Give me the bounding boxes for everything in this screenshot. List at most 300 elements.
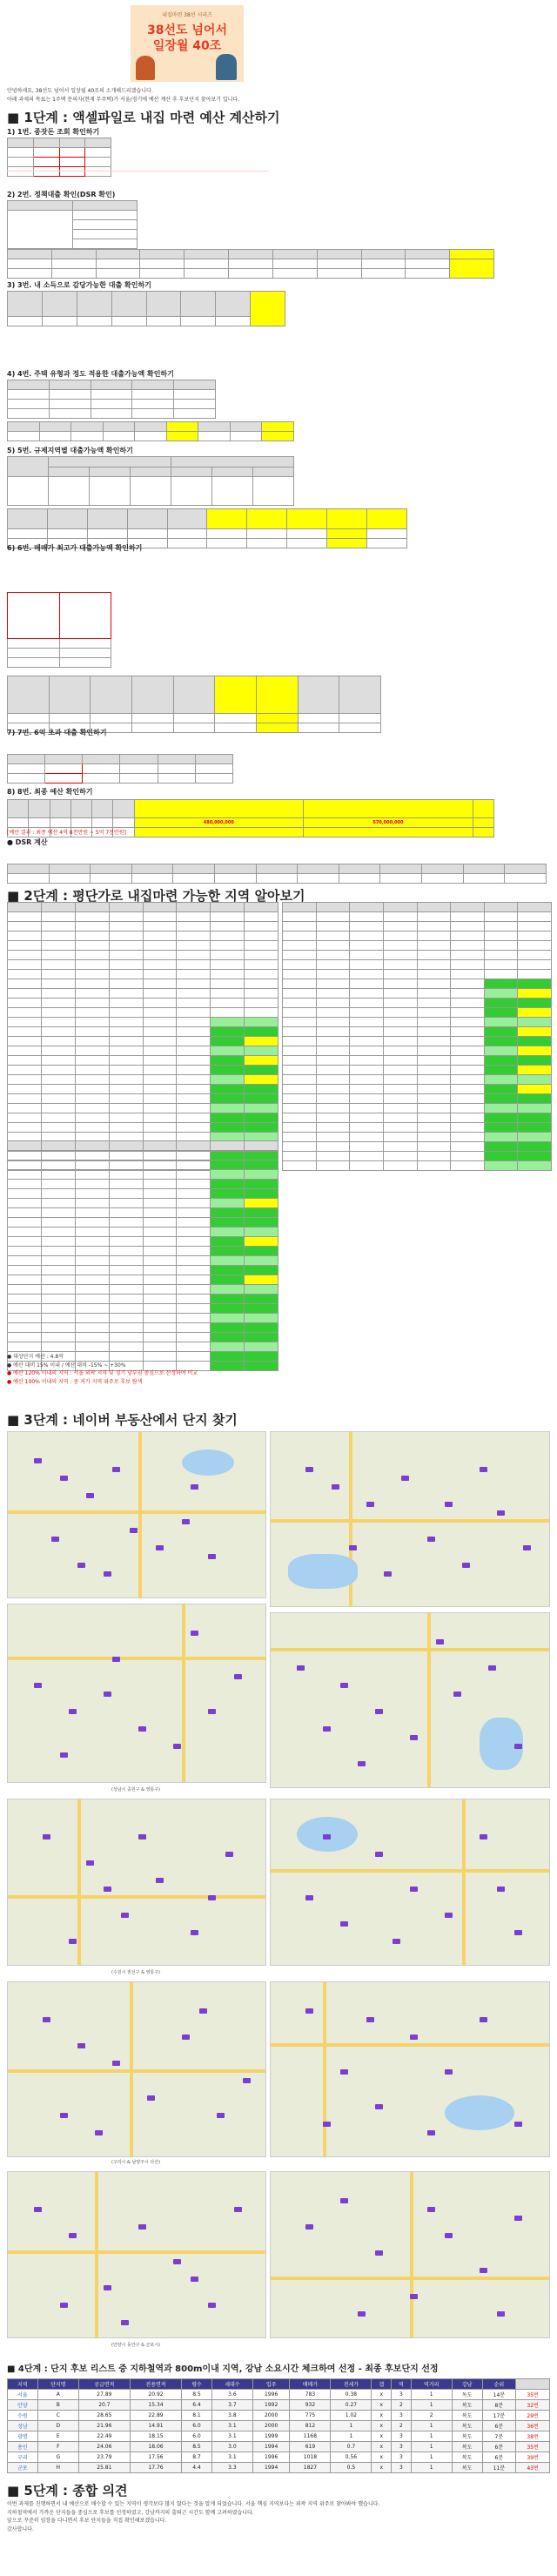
table-cell [75,1066,109,1075]
table-cell [109,1046,143,1056]
map-pin-icon[interactable] [358,2311,366,2317]
table-cell [350,1113,384,1123]
map-pin-icon[interactable] [340,1921,348,1927]
map-5[interactable] [7,1799,266,1966]
candidate-header-cell: 입주 [252,2379,290,2390]
table-cell [109,903,143,912]
map-pin-icon[interactable] [323,2122,331,2127]
table-cell [383,951,417,960]
candidate-cell: A [37,2390,78,2400]
table-cell [316,1008,350,1018]
map-pin-icon[interactable] [323,1726,331,1732]
table-cell [484,941,518,951]
table-cell [143,912,177,922]
map-pin-icon[interactable] [514,2122,522,2127]
map-pin-icon[interactable] [340,2069,348,2075]
table-cell [177,1037,211,1046]
map-pin-icon[interactable] [121,2320,129,2325]
map-pin-icon[interactable] [410,2035,418,2040]
table-cell [211,941,245,951]
map-pin-icon[interactable] [104,2285,111,2290]
table-cell [8,1027,42,1037]
map-pin-icon[interactable] [340,2198,348,2203]
table-cell [75,1285,109,1295]
candidate-cell: 0.56 [331,2452,372,2463]
map-pin-icon[interactable] [393,1939,400,1944]
table-cell [75,989,109,999]
table-cell [484,979,518,989]
table-row [8,1075,278,1085]
map-pin-icon[interactable] [410,1735,418,1740]
map-pin-icon[interactable] [349,1545,357,1550]
table-cell [350,1046,384,1056]
table-cell [283,1104,317,1113]
map-pin-icon[interactable] [173,1744,181,1749]
table-cell [451,941,485,951]
candidate-row[interactable] [8,2421,550,2431]
banner-subtitle: 내집마련 38선 시리즈 [162,12,212,18]
table-cell [211,1104,245,1113]
table-row [283,960,552,970]
table-cell [484,1085,518,1094]
table-cell [75,1208,109,1218]
candidate-cell: 안양 [8,2400,38,2411]
map-pin-icon[interactable] [445,1913,453,1918]
table-cell [143,1218,177,1227]
table-cell [451,912,485,922]
step1-sub-3: 3) 3번. 내 소득으로 감당가능한 대출 확인하기 [7,281,151,289]
candidate-cell: 18.06 [130,2442,181,2452]
table-cell [245,1066,278,1075]
table-cell [417,979,451,989]
map-pin-icon[interactable] [77,1563,85,1568]
map-pin-icon[interactable] [384,1571,392,1577]
map-pin-icon[interactable] [445,2069,453,2075]
map-pin-icon[interactable] [358,1761,366,1766]
map-pin-icon[interactable] [69,1709,77,1714]
map-pin-icon[interactable] [305,2008,313,2014]
table-cell [245,912,278,922]
map-pin-icon[interactable] [199,2008,207,2014]
map-pin-icon[interactable] [60,1752,68,1758]
table-cell [109,941,143,951]
seed-money-note [7,171,268,185]
table-cell [143,1314,177,1323]
candidate-row[interactable] [8,2452,550,2463]
table-row [8,1304,278,1314]
table-cell [41,1247,75,1256]
map-pin-icon[interactable] [462,1563,470,1568]
map-pin-icon[interactable] [191,1631,198,1636]
map-pin-icon[interactable] [112,1657,120,1662]
table-cell [518,1046,552,1056]
table-cell [316,951,350,960]
candidate-cell: 17.56 [130,2452,181,2463]
table-cell [109,1275,143,1285]
table-cell [283,922,317,932]
candidate-cell: 복도 [452,2442,482,2452]
map-pin-icon[interactable] [225,1852,233,1857]
table-cell [417,960,451,970]
table-cell [283,1008,317,1018]
map-pin-icon[interactable] [514,1744,522,1749]
table-cell [109,932,143,941]
table-cell [484,1008,518,1018]
map-pin-icon[interactable] [427,1537,435,1542]
table-cell [143,1046,177,1056]
candidate-cell: 38번 [516,2431,550,2442]
map-pin-icon[interactable] [523,1545,531,1550]
table-cell [211,1295,245,1304]
table-cell [451,1075,485,1085]
candidate-cell: 1994 [252,2463,290,2473]
table-row [8,1218,278,1227]
map-pin-icon[interactable] [480,1467,487,1472]
table-cell [41,951,75,960]
candidate-header-cell: 단지명 [37,2379,78,2390]
map-pin-icon[interactable] [436,1639,444,1644]
table-cell [316,903,350,912]
candidate-row[interactable] [8,2463,550,2473]
map-pin-icon[interactable] [208,2303,216,2308]
map-pin-icon[interactable] [130,1528,138,1533]
map-pin-icon[interactable] [497,2311,505,2317]
table-cell [245,1075,278,1085]
map-pin-icon[interactable] [234,1674,242,1679]
map-pin-icon[interactable] [104,1887,111,1892]
table-cell [41,1160,75,1170]
table-row [283,1037,552,1046]
map-pin-icon[interactable] [138,1834,146,1840]
table-cell [109,1295,143,1304]
table-cell [41,1333,75,1342]
map-pin-icon[interactable] [410,2294,418,2299]
candidate-cell: 775 [290,2411,331,2421]
table-cell [518,922,552,932]
table-cell [417,1018,451,1027]
table-cell [8,1247,42,1256]
table-cell [350,999,384,1008]
table-cell [245,1218,278,1227]
table-cell [75,1141,109,1151]
table-cell [383,1161,417,1171]
table-cell [211,922,245,932]
map-10[interactable] [270,2171,550,2338]
map-pin-icon[interactable] [305,2224,313,2230]
table-cell [41,979,75,989]
table-cell [41,1227,75,1237]
map-pin-icon[interactable] [156,1878,164,1883]
map-pin-icon[interactable] [445,1502,453,1507]
table-cell [41,1104,75,1113]
map-pin-icon[interactable] [366,1502,374,1507]
map-pin-icon[interactable] [297,1665,305,1671]
table-cell [350,1142,384,1152]
table-cell [417,970,451,979]
table-cell [75,1075,109,1085]
table-row [8,1189,278,1199]
candidate-cell: 6.0 [182,2431,212,2442]
map-pin-icon[interactable] [60,2303,68,2308]
table-cell [75,970,109,979]
map-9[interactable] [7,2171,266,2338]
banner-figure-right [216,54,237,80]
map-pin-icon[interactable] [34,1683,42,1688]
map-pin-icon[interactable] [375,2104,383,2109]
map-pin-icon[interactable] [375,1709,383,1714]
map-pin-icon[interactable] [86,1493,94,1498]
map-pin-icon[interactable] [173,2259,181,2264]
map-pin-icon[interactable] [453,1692,461,1697]
table-cell [211,989,245,999]
table-cell [143,932,177,941]
map-pin-icon[interactable] [243,2078,251,2083]
map-pin-icon[interactable] [208,1554,216,1559]
table-cell [177,1085,211,1094]
map-pin-icon[interactable] [234,2207,242,2212]
map-pin-icon[interactable] [138,1726,146,1732]
map-pin-icon[interactable] [323,1834,331,1840]
table-cell [484,903,518,912]
candidate-cell: 1827 [290,2463,331,2473]
candidate-row[interactable] [8,2431,550,2442]
map-pin-icon[interactable] [375,1852,383,1857]
candidate-cell: 0.27 [331,2400,372,2411]
map-pin-icon[interactable] [191,1484,198,1490]
candidate-cell: 3.6 [211,2390,252,2400]
table-cell [109,1189,143,1199]
table-cell [177,1218,211,1227]
map-pin-icon[interactable] [51,1537,59,1542]
map-pin-icon[interactable] [305,1895,313,1900]
map-pin-icon[interactable] [514,2216,522,2221]
table-cell [283,903,317,912]
map-pin-icon[interactable] [112,2061,120,2066]
map-pin-icon[interactable] [208,1709,216,1714]
map-pin-icon[interactable] [191,1930,198,1935]
table-cell [109,1314,143,1323]
map-pin-icon[interactable] [497,1510,505,1516]
table-cell [383,1123,417,1133]
table-cell [41,1323,75,1333]
map-pin-icon[interactable] [104,1692,111,1697]
table-row [283,1027,552,1037]
map-pin-icon[interactable] [60,1476,68,1481]
table-cell [417,932,451,941]
map-pin-icon[interactable] [86,1860,94,1866]
map-pin-icon[interactable] [332,1484,339,1490]
table-row [8,960,278,970]
table-cell [8,1256,42,1266]
map-pin-icon[interactable] [156,1545,164,1550]
table-cell [283,912,317,922]
map-pin-icon[interactable] [410,1887,418,1892]
candidate-row[interactable] [8,2442,550,2452]
table-cell [8,1046,42,1056]
table-cell [177,1046,211,1056]
income-loan-table [7,291,285,326]
table-cell [245,989,278,999]
candidate-cell: x [372,2390,392,2400]
map-pin-icon[interactable] [69,1939,77,1944]
candidate-row[interactable] [8,2411,550,2421]
candidate-cell: 0.38 [331,2390,372,2400]
table-cell [109,1094,143,1104]
table-cell [283,941,317,951]
candidate-row[interactable] [8,2400,550,2411]
table-cell [143,1037,177,1046]
candidate-cell: E [37,2431,78,2442]
table-cell [245,999,278,1008]
table-cell [350,1008,384,1018]
candidate-cell: 광명 [8,2431,38,2442]
map-pin-icon[interactable] [375,2250,383,2256]
map-pin-icon[interactable] [182,1519,190,1524]
table-row [8,1037,278,1046]
table-row [8,922,278,932]
step1-sub-8: 8) 8번. 최종 예산 확인하기 [7,788,93,796]
map-pin-icon[interactable] [95,2130,103,2135]
map-pin-icon[interactable] [77,2043,85,2048]
candidate-row[interactable] [8,2390,550,2400]
table-cell [177,912,211,922]
table-cell [75,1113,109,1123]
candidate-cell: 구리 [8,2452,38,2463]
table-row [8,1227,278,1237]
map-pin-icon[interactable] [488,1665,496,1671]
table-cell [417,1123,451,1133]
table-row [8,1208,278,1218]
table-cell [41,932,75,941]
table-cell [8,912,42,922]
table-cell [143,1027,177,1037]
map-3[interactable] [7,1604,266,1783]
map-pin-icon[interactable] [480,2268,487,2273]
map-pin-icon[interactable] [445,2233,453,2238]
map-pin-icon[interactable] [138,2224,146,2230]
candidate-header-cell: 평수 [182,2379,212,2390]
candidate-cell: C [37,2411,78,2421]
table-cell [143,1151,177,1160]
table-cell [177,1160,211,1170]
table-cell [245,1113,278,1123]
table-cell [75,1342,109,1352]
map-pin-icon[interactable] [427,2207,435,2212]
candidate-cell: x [372,2463,392,2473]
table-cell [211,1094,245,1104]
table-cell [350,1018,384,1027]
table-cell [211,1018,245,1027]
table-row [283,951,552,960]
table-cell [245,1323,278,1333]
table-cell [245,1333,278,1342]
table-cell [316,1056,350,1066]
candidate-cell: 17.76 [130,2463,181,2473]
dsr-table [7,249,494,279]
table-row [8,1170,278,1180]
map-pin-icon[interactable] [43,1834,50,1840]
table-cell [451,1037,485,1046]
table-cell [41,1199,75,1208]
table-row [8,932,278,941]
table-cell [177,1018,211,1027]
table-cell [245,903,278,912]
table-row [8,1314,278,1323]
map-pin-icon[interactable] [104,1571,111,1577]
map-pin-icon[interactable] [305,1467,313,1472]
table-cell [350,951,384,960]
table-cell [383,970,417,979]
table-cell [417,1085,451,1094]
table-cell [109,960,143,970]
candidate-cell: 2 [411,2411,452,2421]
table-cell [417,1008,451,1018]
map-pin-icon[interactable] [514,1930,522,1935]
table-cell [350,1094,384,1104]
map-pin-icon[interactable] [112,1467,120,1472]
map-pin-icon[interactable] [497,1887,505,1892]
table-cell [8,1094,42,1104]
map-pin-icon[interactable] [43,2017,50,2022]
table-cell [177,1227,211,1237]
table-cell [8,1075,42,1085]
map-6[interactable] [270,1799,550,1966]
table-cell [75,1333,109,1342]
table-cell [8,1285,42,1295]
table-cell [177,903,211,912]
map-pin-icon[interactable] [217,2113,225,2118]
table-cell [75,912,109,922]
table-cell [177,951,211,960]
map-pin-icon[interactable] [366,2017,374,2022]
table-cell [518,912,552,922]
table-cell [143,970,177,979]
map-pin-icon[interactable] [121,1913,129,1918]
housing-type-table [7,380,216,419]
table-cell [8,1141,42,1151]
map-1[interactable] [7,1431,266,1598]
table-cell [350,1075,384,1085]
map-pin-icon[interactable] [34,2207,42,2212]
table-cell [518,1094,552,1104]
map-pin-icon[interactable] [208,1895,216,1900]
map-pin-icon[interactable] [60,2113,68,2118]
table-cell [109,979,143,989]
map-pin-icon[interactable] [480,1834,487,1840]
map-pin-icon[interactable] [147,2095,155,2101]
map-pin-icon[interactable] [427,2130,435,2135]
table-cell [283,1113,317,1123]
table-cell [350,970,384,979]
map-pin-icon[interactable] [34,1458,42,1463]
map-4[interactable] [270,1612,550,1788]
table-cell [417,1113,451,1123]
table-cell [143,1141,177,1151]
table-cell [109,1018,143,1027]
map-pin-icon[interactable] [182,2035,190,2040]
map-pin-icon[interactable] [191,2277,198,2282]
map-pin-icon[interactable] [69,2233,77,2238]
table-cell [383,941,417,951]
map-pin-icon[interactable] [401,1476,409,1481]
intro-line-2: 아래 과제의 목표는 1주택 문의자(현재 무주택)가 서울/경기에 예산 계산 후 후보단지 찾아보기 입니다. [7,97,240,103]
map-7[interactable] [7,1981,266,2157]
map-2[interactable] [270,1431,550,1607]
map-pin-icon[interactable] [340,1683,348,1688]
map-8[interactable] [270,1981,550,2157]
map-pin-icon[interactable] [480,2017,487,2022]
candidate-cell: 복도 [452,2411,482,2421]
